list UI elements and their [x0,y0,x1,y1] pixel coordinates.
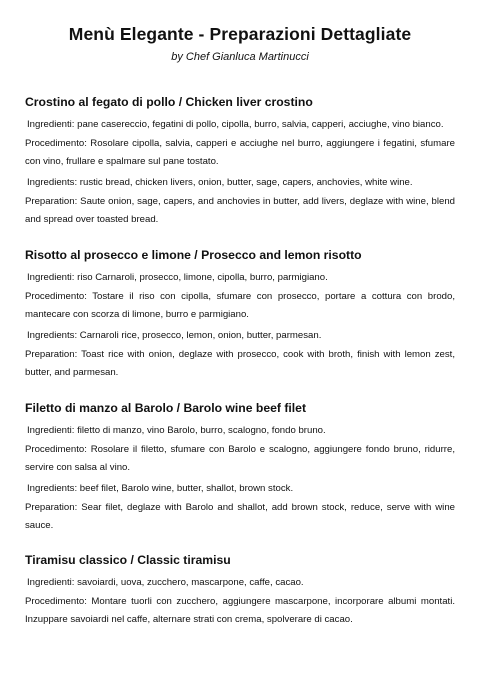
recipe-heading: Tiramisu classico / Classic tiramisu [25,553,231,567]
ingredients-italian: Ingredienti: savoiardi, uova, zucchero, mascarpone, caffe, cacao. [27,577,304,588]
ingredients-english: Ingredients: beef filet, Barolo wine, butter, shallot, brown stock. [27,483,294,494]
procedure-english: Preparation: Saute onion, sage, capers, and anchovies in butter, add livers, deglaze with wine, blend and spread over toasted bread. [25,196,455,225]
ingredients-italian: Ingredienti: filetto di manzo, vino Barolo, burro, scalogno, fondo bruno. [27,425,326,436]
procedure-italian: Procedimento: Montare tuorli con zucchero, aggiungere mascarpone, incorporare albumi montati. Inzuppare savoiardi nel caffe, alternare strati con crema, spolverare di cacao. [25,596,455,625]
recipe-risotto [25,247,455,382]
procedure-english: Preparation: Toast rice with onion, deglaze with prosecco, cook with broth, finish with lemon zest, butter, and parmesan. [25,349,455,378]
ingredients-english: Ingredients: rustic bread, chicken livers, onion, butter, sage, capers, anchovies, white wine. [27,177,413,188]
recipe-crostino [25,94,455,229]
recipe-tiramisu [25,552,455,632]
document-title: Menù Elegante - Preparazioni Dettagliate [68,24,412,44]
procedure-italian: Procedimento: Tostare il riso con cipolla, sfumare con prosecco, portare a cottura con brodo, mantecare con scorza di limone, burro e parmigiano. [25,291,455,320]
document-author: by Chef Gianluca Martinucci [171,51,309,63]
ingredients-english: Ingredients: Carnaroli rice, prosecco, lemon, onion, butter, parmesan. [27,330,322,341]
recipe-heading: Risotto al prosecco e limone / Prosecco and lemon risotto [25,248,362,262]
recipe-heading: Crostino al fegato di pollo / Chicken liver crostino [25,95,313,109]
ingredients-italian: Ingredienti: riso Carnaroli, prosecco, limone, cipolla, burro, parmigiano. [27,272,328,283]
recipe-filetto [25,400,455,535]
procedure-italian: Procedimento: Rosolare cipolla, salvia, capperi e acciughe nel burro, aggiungere i fegatini, sfumare con vino, frullare e spalmare sul pane tostato. [25,138,455,167]
recipe-heading: Filetto di manzo al Barolo / Barolo wine beef filet [25,401,307,415]
ingredients-italian: Ingredienti: pane casereccio, fegatini di pollo, cipolla, burro, salvia, capperi, acciughe, vino bianco. [27,119,444,130]
procedure-english: Preparation: Sear filet, deglaze with Barolo and shallot, add brown stock, reduce, serve with wine sauce. [25,502,455,531]
procedure-italian: Procedimento: Rosolare il filetto, sfumare con Barolo e scalogno, aggiungere fondo bruno, ridurre, servire con salsa al vino. [25,444,455,473]
